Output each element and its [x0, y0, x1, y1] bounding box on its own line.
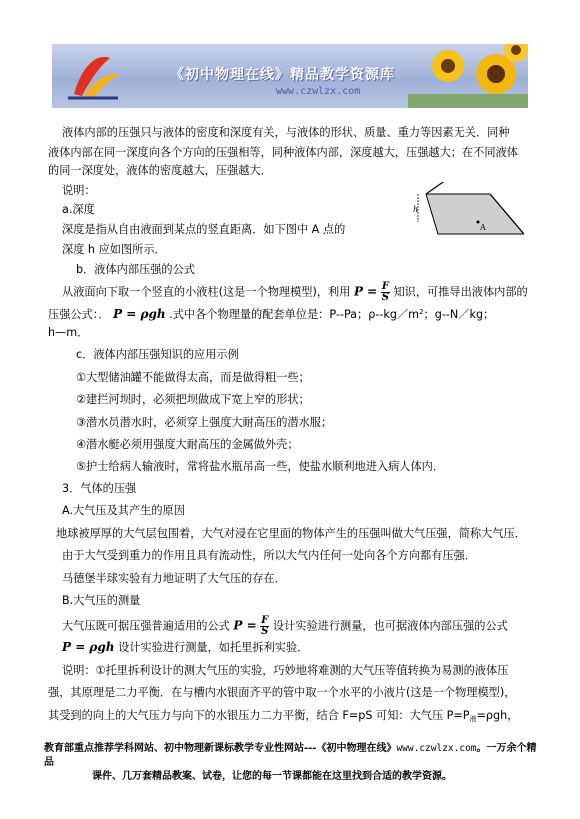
paragraph-line: 从液面向下取一个竖直的小液柱(这是一个物理模型)，利用 P = $\frac{F}{S}$ 知识，可推导出液体内部的: [62, 281, 528, 303]
list-item: ①大型储油罐不能做得太高，而是做得粗一些；: [76, 371, 310, 384]
paragraph-line: h—m．: [48, 326, 89, 339]
paragraph-line: 马德堡半球实验有力地证明了大气压的存在．: [62, 572, 286, 585]
fraction-f-over-s: $\frac{F}{S}$: [261, 615, 269, 637]
page-footer: [44, 742, 544, 784]
depth-label: h: [413, 205, 419, 214]
section-c-title: c．液体内部压强知识的应用示例: [76, 348, 239, 361]
paragraph-line: 大气压既可据压强普遍适用的公式 P = $\frac{F}{S}$ 设计实验进行测量，也可据液体内部压强的公式: [62, 615, 508, 637]
paragraph-line: 的同一深度处，液体的密度越大，压强越大．: [48, 164, 272, 177]
sunflower-image-icon: [408, 44, 528, 108]
section-a2-title: A.大气压及其产生的原因: [62, 504, 185, 517]
formula-p-rho-g-h: P = ρgh: [62, 640, 115, 654]
paragraph-line: 强，其原理是二力平衡．在与槽内水银面齐平的管中取一个水平的小液片(这是一个物理模型)，: [48, 686, 516, 699]
footer-line: 教育部重点推荐学科网站、初中物理新课标教学专业性网站---《初中物理在线》www.czwlzx.com。一万余个精品: [44, 743, 537, 768]
header-banner: [52, 44, 528, 108]
paragraph-line: 液体内部在同一深度向各个方向的压强相等，同种液体内部，深度越大，压强越大；在不同液体: [48, 146, 518, 159]
explain-label: 说明：: [62, 184, 96, 197]
banner-url[interactable]: www.czwlzx.com: [276, 86, 361, 97]
paragraph-line: 地球被厚厚的大气层包围着，大气对浸在它里面的物体产生的压强叫做大气压强，简称大气压．: [56, 527, 526, 540]
footer-line: 课件、几万套精品教案、试卷，让您的每一节课都能在这里找到合适的教学资源。: [92, 771, 452, 782]
section-b-title: b．液体内部压强的公式: [76, 263, 195, 276]
paragraph-line: 液体内部的压强只与液体的密度和深度有关，与液体的形状、质量、重力等因素无关．同种: [62, 126, 510, 139]
list-item: ④潜水艇必须用强度大耐高压的金属做外壳；: [76, 438, 299, 451]
paragraph-line: 压强公式：． P = ρgh .式中各个物理量的配套单位是：P--Pa；$\rho--kg/m^2$；g--N／kg；: [48, 307, 495, 321]
fraction-f-over-s: $\frac{F}{S}$: [381, 281, 389, 303]
point-label: A: [480, 223, 486, 232]
paragraph-line: 深度是指从自由液面到某点的竖直距离．如下图中 A 点的: [62, 223, 346, 236]
depth-diagram: [412, 182, 524, 238]
list-item: ③潜水员潜水时，必须穿上强度大耐高压的潜水服；: [76, 416, 333, 429]
banner-title: 《初中物理在线》精品教学资源库: [170, 67, 395, 83]
section-b2-title: B.大气压的测量: [62, 594, 141, 607]
site-logo-icon: [64, 50, 124, 102]
paragraph-line: P = ρgh 设计实验进行测量，如托里拆利实验．: [62, 640, 309, 654]
list-item: ②建拦河坝时，必须把坝做成下宽上窄的形状；: [76, 393, 310, 406]
section-3-title: 3．气体的压强: [62, 482, 137, 495]
paragraph-line: 由于大气受到重力的作用且具有流动性，所以大气内任何一处向各个方向都有压强．: [62, 549, 476, 562]
footer-link[interactable]: www.czwlzx.com: [396, 743, 477, 754]
paragraph-line: 说明：①托里拆利设计的测大气压的实验，巧妙地将难测的大气压等值转换为易测的液体压: [62, 664, 509, 677]
section-a-title: a.深度: [62, 203, 95, 216]
paragraph-line: 其受到的向上的大气压力与向下的水银压力二力平衡，结合 F=pS 可知：大气压 $P=P_液=\rho gh$，: [48, 709, 519, 723]
list-item: ⑤护士给病人输液时，常将盐水瓶吊高一些，使盐水顺利地进入病人体内．: [76, 460, 445, 473]
formula-p-rho-g-h: P = ρgh: [113, 307, 166, 321]
paragraph-line: 深度 h 应如图所示．: [62, 243, 166, 256]
